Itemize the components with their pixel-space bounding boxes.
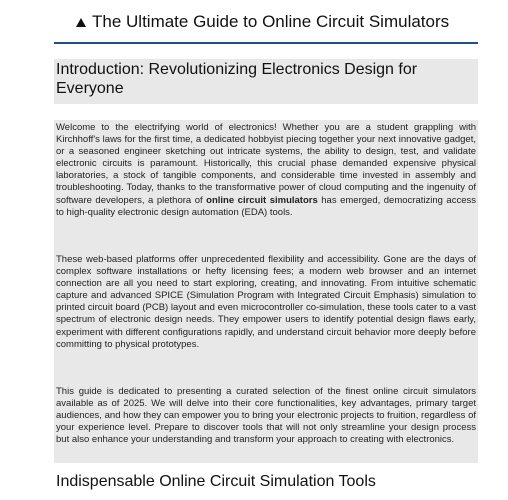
page-header	[0, 0, 508, 44]
header-divider	[54, 42, 478, 44]
intro-paragraph-1-emphasis: online circuit simulators	[206, 194, 318, 206]
tools-heading: Indispensable Online Circuit Simulation Tools	[56, 473, 376, 490]
page-title: The Ultimate Guide to Online Circuit Simulators	[92, 12, 450, 31]
intro-heading: Introduction: Revolutionizing Electronics Design for Everyone	[54, 59, 478, 104]
collapse-triangle-icon[interactable]	[76, 18, 86, 27]
intro-body	[54, 120, 478, 463]
intro-paragraph-1	[56, 122, 476, 219]
intro-paragraph-3: This guide is dedicated to presenting a curated selection of the finest online circuit simulators available as of 2025. We will delve into their core functionalities, key advantages, primary target audiences, and how they can empower you to bring your electronic projects to fruition, regardless of your experience level. Prepare to discover tools that will not only streamline your design process but also enhance your understanding and transform your approach to creating with electronics.	[56, 386, 476, 446]
collapsible-title[interactable]	[76, 12, 449, 32]
intro-paragraph-2: These web-based platforms offer unprecedented flexibility and accessibility. Gone are the days of complex software installations or hefty licensing fees; a modern web browser and an internet connection are all you need to start exploring, creating, and innovating. From intuitive schematic capture and advanced SPICE (Simulation Program with Integrated Circuit Emphasis) simulation to printed circuit board (PCB) layout and even microcontroller co-simulation, these tools cater to a vast spectrum of electronic design needs. They empower users to identify potential design flaws early, experiment with different configurations rapidly, and understand circuit behavior more deeply before committing to physical prototypes.	[56, 254, 476, 350]
intro-paragraph-1-text: Welcome to the electrifying world of electronics! Whether you are a student grappling with Kirchhoff's laws for the first time, a dedicated hobbyist piecing together your next innovative gadget, or a seasoned engineer sketching out intricate systems, the ability to design, test, and validate electronic circuits is paramount. Historically, this crucial phase demanded expensive physical laboratories, a stock of tangible components, and considerable time invested in assembly and troubleshooting. Today, thanks to the transformative power of cloud computing and the ingenuity of software developers, a plethora of	[56, 122, 476, 206]
intro-paragraph-1-text-end: has emerged, democratizing access to high-quality electronic design automation (EDA) tools.	[56, 194, 476, 218]
